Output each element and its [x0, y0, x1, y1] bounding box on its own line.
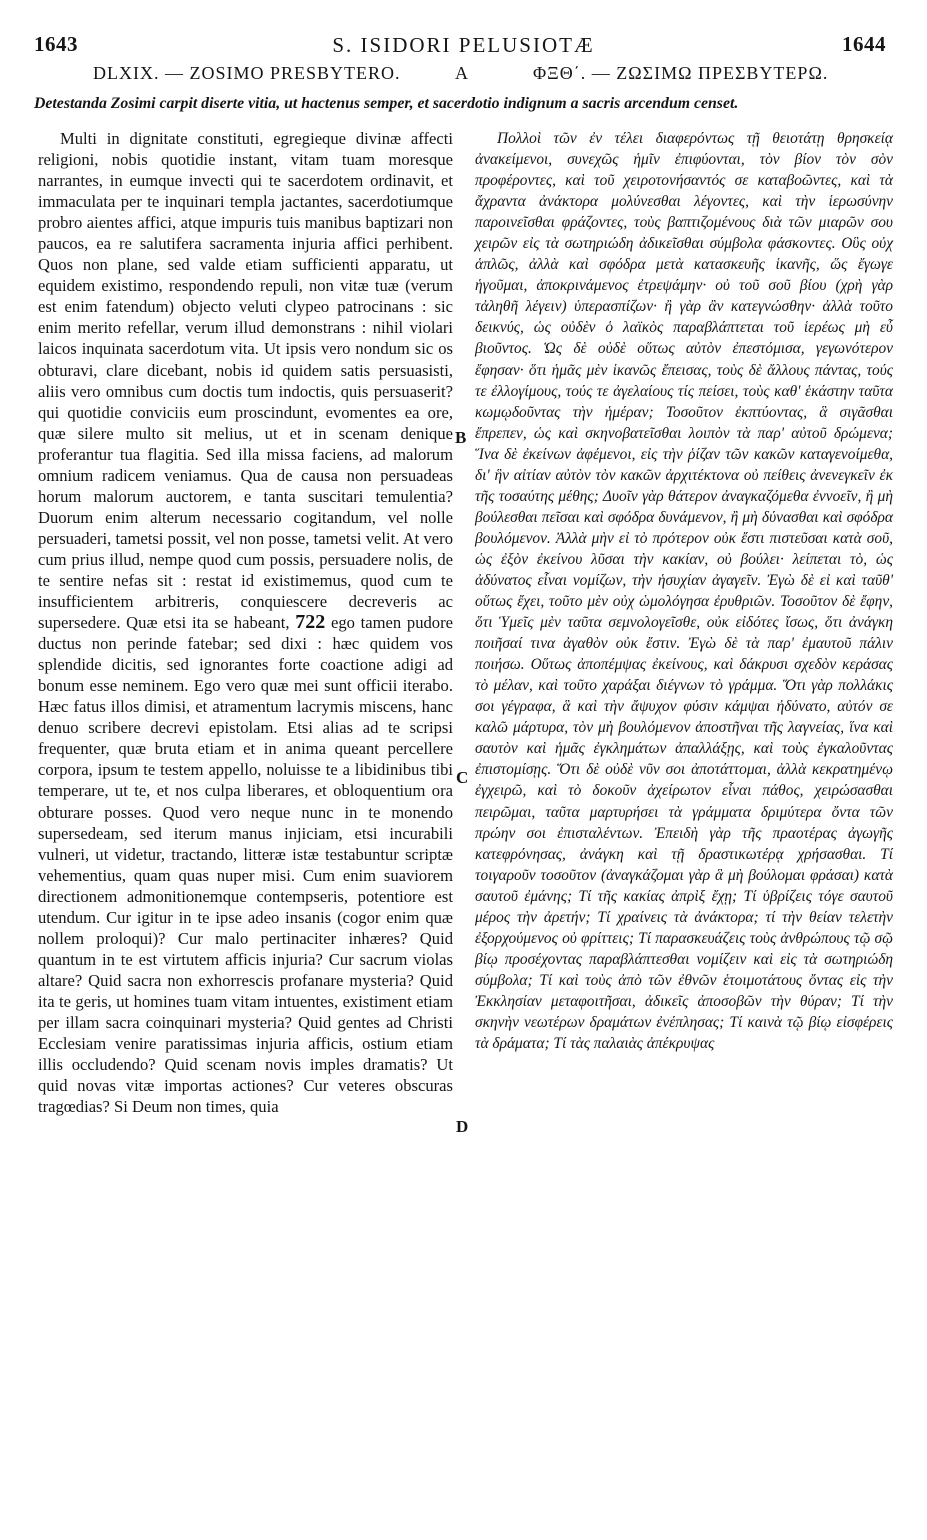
margin-marker-d: D — [456, 1117, 469, 1136]
greek-column — [475, 128, 893, 1054]
letter-summary: Detestanda Zosimi carpit diserte vitia, ut hactenus semper, et sacerdotio indignum a sacris arcendum censet. — [34, 95, 739, 112]
latin-text-part-2: ego tamen pudore ductus non perinde fatebar; sed dixi : hæc quidem vos splendide dicitis, sed ignorantes forte coactione adigi ad bonum esse neminem. Ego vero quæ mei sunt officii iterabo. Hæc fatus illos dimisi, et atramentum lacrymis miscens, hanc denuo scribere decrevi epistolam. Etsi alias ad te scripsi frequenter, quæ bruta etiam et in anima queant percellere corpora, ipsum te testem appello, noluisse te a libidinibus tibi temperare, ut te, et nos culpa liberares, et obloquentium ora obturare posses. Quod vero neque nunc in te monendo supersedeam, sed iterum manus injiciam, etsi incurabili vulneri, ut videtur, tractando, litteræ istæ testabuntur scriptæ vehementius, quam quas nuper misi. Cum enim suaviorem directionem admonitionemque contempseris, potentiore est utendum. Cur igitur in te ipse adeo insanis (cogor enim quæ nollem proloqui)? Cur malo pertinaciter inhæres? Quid quantum in te est virtutem afficis injuria? Cur sacrum violas altare? Quid sacra non exhorrescis profanare mysteria? Quid ita te geris, ut homines tuam vitam intuentes, existiment etiam per illam sacra coinquinari mysteria? Quid gentes ad Christi Ecclesiam venire paratissimas injuria afficis, ostium etiam illis occludendo? Quid scenam novis imples dramatis? Ut quid novas vitæ importas actiones? Cur veteres obscuras tragœdias? Si Deum non times, quia — [38, 613, 453, 1117]
letter-title-greek: ΦΞΘ΄. — ΖΩΣΙΜΩ ΠΡΕΣΒΥΤΕΡΩ. — [533, 63, 829, 83]
running-title: S. ISIDORI PELUSIOTÆ — [332, 33, 595, 57]
latin-text-part-1: Multi in dignitate constituti, egregieque divinæ affecti religioni, nobis quotidie instant, vitam tuam moresque narrantes, in eumque invecti qui te sacerdotem ordinavit, et immaculata per te inquinari templa jactantes, sacerdotiumque probro aientes affici, atque impuris tuis manibus baptizari non paucos, ea re salutifera sacramenta injuria affici perhibent. Quos non plane, sed valde etiam sufficienti apparatu, ut equidem existimo, respondendo repuli, non vitæ tuæ (verum est enim fatendum) objecto veluti clypeo patrocinans : sic enim merito refellar, verum illud demonstrans : nihil violari laicos inquinata sacerdotum vita. Ut ipsis vero nondum sic os obturavi, clare dicebant, nobis id quidem satis persuasisti, aliis vero omnibus cum doctis tum indoctis, quis persuaserit? qui quotidie conviciis eum proscindunt, evomentes ea ore, quæ silere multo sit melius, ut et in scenam denique proferantur tua flagitia. Sed illa missa faciens, ad malorum omnium radicem veniamus. Qua de causa non persuadeas horum malorum auctorem, e tanta suscitari temulentia? Duorum enim alterum necessario cogitandum, vel nolle persuaderi, tametsi possit, vel non posse, tametsi velit. At vero cum prius illud, nempe quod cum possis, persuadere nolis, de te sentire nefas sit : restat id existimemus, quod cum te insufficientem arbitreris, conquiescere decreveris ac supersedere. Quæ etsi ita se habeant, — [38, 129, 453, 633]
section-marker-a: A — [455, 63, 468, 83]
margin-marker-c: C — [456, 768, 469, 787]
column-number-right: 1644 — [842, 32, 886, 56]
margin-marker-b: B — [455, 428, 467, 447]
greek-paragraph: Πολλοὶ τῶν ἐν τέλει διαφερόντως τῇ θειοτάτῃ θρησκείᾳ ἀνακείμενοι, συνεχῶς ἡμῖν ἐπιφύονται, τὸν βίον τὸν σὸν προφέροντες, καὶ τοῦ χειροτονήσαντός σε καταβοῶντες, καὶ τὰ ἄχραντα ἀνάκτορα μολύνεσθαι λέγοντες, καὶ τὴν ἱερωσύνην παροινεῖσθαι φράζοντες, τοὺς βαπτιζομένους διὰ τῶν μιαρῶν σου χειρῶν εἰς τὰ σωτηριώδη ἀδικεῖσθαι σύμβολα φάσκοντες. Οὓς οὐχ ἁπλῶς, ἀλλὰ καὶ σφόδρα μετὰ κατασκευῆς ἱκανῆς, ὥς ἔγωγε ἡγοῦμαι, ἀποκρινάμενος ἐτρεψάμην· οὐ τοῦ σοῦ βίου (χρὴ γὰρ τἀληθῆ λέγειν) ὑπερασπίζων· ἢ γὰρ ἂν κατεγνώσθην· ἀλλὰ τοῦτο δεικνύς, ὡς οὐδὲν ὁ λαϊκὸς παραβλάπτεται τοῦ ἱερέως μὴ εὖ βιοῦντος. Ὡς δὲ οὐδὲ οὕτως αὐτὸν ἐπεστόμισα, γεγωνότερον ἔφησαν· ὅτι ἡμᾶς μὲν ἱκανῶς ἔπεισας, τοὺς δὲ ἄλλους πάντας, τούς τε ἐλλογίμους, τούς τε ἀγελαίους τίς πείσει, τοὺς καθ' ἑκάστην ταῦτα κωμῳδοῦντας τὴν ἡμέραν; Τοσοῦτον ἐκπτύοντας, ἃ σιγᾶσθαι ἔπρεπεν, ὡς καὶ σκηνοβατεῖσθαι λοιπὸν τὰ παρ' αὐτοῦ δρώμενα; Ἵνα δὲ ἐκείνων ἀφέμενοι, εἰς τὴν ῥίζαν τῶν κακῶν καταγενοίμεθα, δι' ἣν αἰτίαν αὐτὸν τὸν κακῶν ἀρχιτέκτονα οὐ πείθεις ἀνενεγκεῖν ἐκ τῆς τοσαύτης μέθης; Δυοῖν γὰρ θάτερον ἀναγκαζόμεθα ἐννοεῖν, ἢ μὴ βούλεσθαι πεῖσαι καὶ σφόδρα δυνάμενον, ἢ μὴ δύνασθαι καὶ σφόδρα βουλόμενον. Ἀλλὰ μὴν εἰ τὸ πρότερον οὐκ ἔστι πιστεῦσαι κατὰ σοῦ, ὡς ἐξὸν ἐκείνου λῦσαι τὴν κακίαν, οὐ βούλει· λείπεται τὸ, ὡς ἀδύνατος εἶναι νομίζων, τὴν ἡσυχίαν ἀγαγεῖν. Ἐγὼ δὲ εἰ καὶ ταῦθ' οὕτως ἔχει, τοῦτο μὲν οὐχ ὡμολόγησα ἐρυθριῶν. Τοσοῦτον δὲ ἔφην, ὅτι Ὑμεῖς μὲν ταῦτα σεμνολογεῖσθε, οὐκ εἰδότες ἴσως, ὅτι ἀνάγκη ποιῆσαί τινα ἀγαθὸν οὐκ ἔστιν. Ἐγὼ δὲ τὰ παρ' ἐμαυτοῦ πάλιν ποιήσω. Οὕτως ἀποπέμψας ἐκείνους, καὶ δάκρυσι σχεδὸν κεράσας τὸ μέλαν, καὶ τοῦτο χαράξαι διέγνων τὸ γράμμα. Ὅτι γὰρ πολλάκις σοι γέγραφα, ἃ καὶ τὴν ἄψυχον φύσιν κάμψαι ἠδύνατο, αὐτόν σε καλῶ μάρτυρα, τὸν μὴ βουλόμενον ἀποστῆναι τῆς λαγνείας, ἵνα καὶ σαυτὸν καὶ ἡμᾶς ἐγκλημάτων ἀπαλλάξῃς, καὶ τοὺς ἐγκαλοῦντας ἐπιστομίσῃς. Ὅτι δὲ οὐδὲ νῦν σοι ἀποτάττομαι, ἀλλὰ κεκρατημένῳ ἐγχειρῶ, καὶ τὸ δοκοῦν ἀχείρωτον εἶναι πάθος, χειρώσασθαι πειρῶμαι, ταῦτα μαρτυρήσει τὰ γράμματα δριμύτερα ὄντα τῶν πρώην σοι ἐπισταλέντων. Ἐπειδὴ γὰρ τῆς πραοτέρας ἀγωγῆς κατεφρόνησας, ἀνάγκη καὶ τῇ δραστικωτέρᾳ χρήσασθαι. Τί τοιγαροῦν τοσοῦτον (ἀναγκάζομαι γὰρ ἃ μὴ βούλομαι φράσαι) κατὰ σαυτοῦ ἐμάνης; Τί τῆς κακίας ἀπρὶξ ἔχῃ; Τί ὑβρίζεις τόγε σαυτοῦ μέρος τὴν ἀρετήν; Τί χραίνεις τὰ ἀνάκτορα; τί τὴν θείαν τελετὴν ἐξορχούμενος οὐ φρίττεις; Τί παρασκευάζεις τοὺς ἀνθρώπους τῷ σῷ βίῳ προσέχοντας παραβλάπτεσθαι νομίζειν καὶ εἰς τὰ σωτηριώδη σύμβολα; Τί καὶ τοὺς ἀπὸ τῶν ἐθνῶν ἑτοιμοτάτους ὄντας εἰς τὴν Ἐκκλησίαν μεταφοιτῆσαι, ἀδικεῖς ἀποσοβῶν τὴν θύραν; Τί τὴν σκηνὴν νεωτέρων δραμάτων ἐνέπλησας; Τί καινὰ τῷ βίῳ εἰσφέρεις τὰ δράματα; Τί τὰς παλαιὰς ἀπέκρυψας — [475, 130, 893, 1053]
letter-title-latin: DLXIX. — ZOSIMO PRESBYTERO. — [93, 63, 401, 83]
latin-column — [38, 128, 453, 1117]
column-number-left: 1643 — [34, 32, 78, 56]
edition-page-number: 722 — [295, 611, 326, 634]
latin-paragraph — [38, 128, 453, 1117]
